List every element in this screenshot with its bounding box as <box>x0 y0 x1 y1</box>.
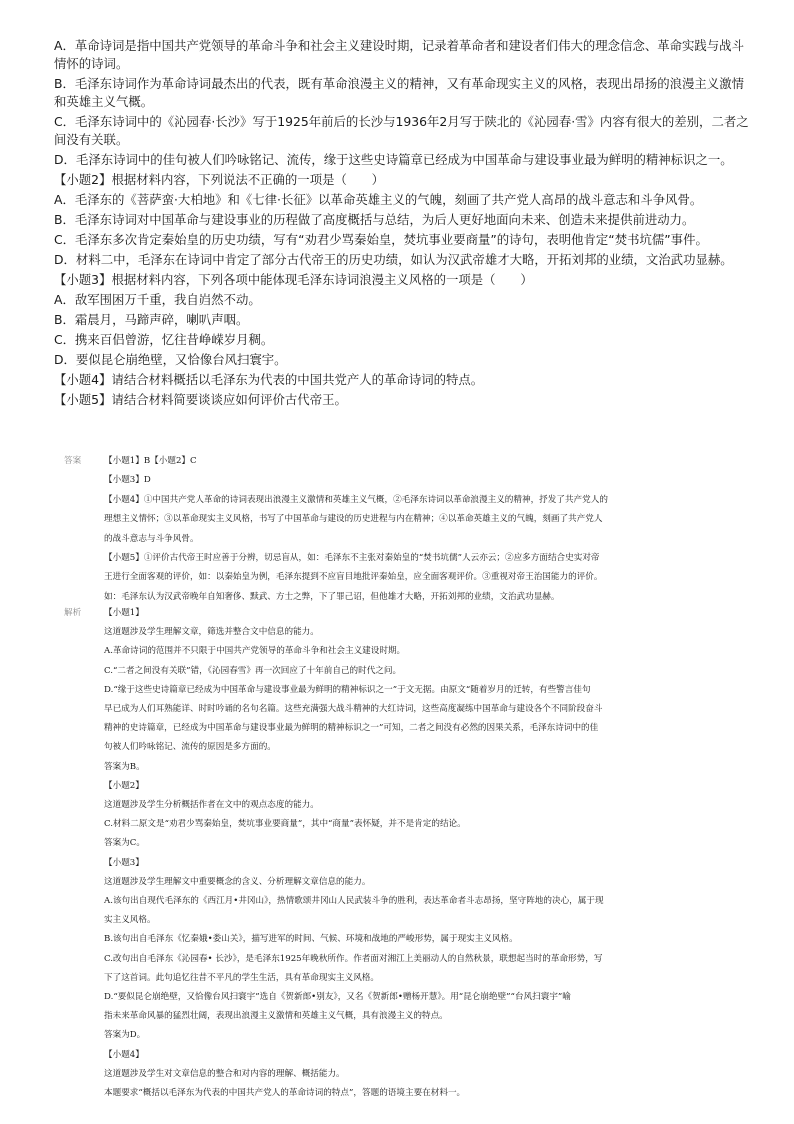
option-3b: B．霜晨月，马蹄声碎，喇叭声咽。 <box>54 312 249 327</box>
analysis-line: 早已成为人们耳熟能详、时时吟诵的名句名篇。这些充满强大战斗精神的大红诗词，这些高度凝练中国革命与建设各个不同阶段奋斗 <box>104 704 603 715</box>
analysis-line: C.改句出自毛泽东《沁园春• 长沙》，是毛泽东1925年晚秋所作。作者面对湘江上美丽动人的自然秋景，联想起当时的革命形势，写 <box>104 953 603 964</box>
analysis-line: A.该句出自现代毛泽东的《西江月•井冈山》，热情歌颂井冈山人民武装斗争的胜利，表达革命者斗志昂扬，坚守阵地的决心，属于现 <box>104 896 604 907</box>
analysis-line: D.“要似昆仑崩绝壁，又恰像台风扫寰宇”选自《贺新郎•别友》，又名《贺新郎•赠杨开慧》。用“昆仑崩绝壁”“台风扫寰宇”喻 <box>104 992 571 1003</box>
analysis-line: 答案为D。 <box>104 1030 146 1041</box>
question-4: 【小题4】请结合材料概括以毛泽东为代表的中国共党产人的革命诗词的特点。 <box>54 372 484 387</box>
analysis-line: 答案为B。 <box>104 761 145 772</box>
option-2d: D．材料二中，毛泽东在诗词中肯定了部分古代帝王的历史功绩，如认为汉武帝雄才大略，开拓刘邦的业绩，文治武功显赫。 <box>54 252 733 267</box>
option-2a: A．毛泽东的《菩萨蛮·大柏地》和《七律·长征》以革命英雄主义的气魄，刻画了共产党人高昂的战斗意志和斗争风骨。 <box>54 192 703 207</box>
question-2: 【小题2】根据材料内容，下列说法不正确的一项是（ ） <box>54 172 385 187</box>
analysis-line: 答案为C。 <box>104 838 145 849</box>
question-5: 【小题5】请结合材料简要谈谈应如何评价古代帝王。 <box>54 392 347 407</box>
answer-line: 理想主义情怀；③以革命现实主义风格，书写了中国革命与建设的历史进程与内在精神；④以革命英雄主义的气魄，刻画了共产党人 <box>104 514 603 525</box>
option-3c: C．携来百侣曾游，忆往昔峥嵘岁月稠。 <box>54 332 274 347</box>
analysis-line: 【小题1】 <box>104 608 144 618</box>
option-1d: D．毛泽东诗词中的佳句被人们吟咏铭记、流传，缘于这些史诗篇章已经成为中国革命与建设事业最为鲜明的精神标识之一。 <box>54 152 733 167</box>
analysis-body <box>104 604 744 1103</box>
analysis-line: 这道题涉及学生对文章信息的整合和对内容的理解、概括能力。 <box>104 1068 345 1079</box>
analysis-line: 【小题2】 <box>104 780 144 791</box>
analysis-line: 指未来革命风暴的猛烈壮阔，表现出浪漫主义激情和英雄主义气概，具有浪漫主义的特点。 <box>104 1011 448 1022</box>
analysis-line: B.该句出自毛泽东《忆秦娥•娄山关》，描写进军的时间、气候、环境和战地的严峻形势，属于现实主义风格。 <box>104 934 518 945</box>
question-3: 【小题3】根据材料内容，下列各项中能体现毛泽东诗词浪漫主义风格的一项是（ ） <box>54 272 533 287</box>
answer-line: 如：毛泽东认为汉武帝晚年自知奢侈、黩武、方士之弊，下了罪己诏，但他雄才大略，开拓刘邦的业绩，文治武功显赫。 <box>104 591 560 602</box>
option-3a: A．敌军围困万千重，我自岿然不动。 <box>54 292 261 307</box>
answer-label: 答案 <box>64 456 82 466</box>
answer-line: 【小题4】①中国共产党人革命的诗词表现出浪漫主义激情和英雄主义气概，②毛泽东诗词以革命浪漫主义的精神，抒发了共产党人的 <box>104 494 608 505</box>
answer-body <box>104 452 774 607</box>
analysis-line: A.革命诗词的范围并不只限于中国共产党领导的革命斗争和社会主义建设时期。 <box>104 646 406 657</box>
question-block <box>54 37 754 411</box>
analysis-line: 这道题涉及学生理解文章，筛选并整合文中信息的能力。 <box>104 627 319 638</box>
option-1a: A．革命诗词是指中国共产党领导的革命斗争和社会主义建设时期，记录着革命者和建设者们伟大的理念信念、革命实践与战斗情怀的诗词。 <box>54 38 744 71</box>
option-3d: D．要似昆仑崩绝壁，又恰像台风扫寰宇。 <box>54 352 287 367</box>
analysis-line: 实主义风格。 <box>104 915 156 926</box>
analysis-line: C.材料二原文是“劝君少骂秦始皇，焚坑事业要商量”，其中“商量”表怀疑，并不是肯定的结论。 <box>104 819 466 830</box>
analysis-line: 本题要求“概括以毛泽东为代表的中国共产党人的革命诗词的特点”，答题的语境主要在材料一。 <box>104 1088 466 1099</box>
analysis-line: 【小题4】 <box>104 1049 144 1060</box>
analysis-line: D.“缘于这些史诗篇章已经成为中国革命与建设事业最为鲜明的精神标识之一”于文无据。由原文“随着岁月的迁转，有些警言佳句 <box>104 684 591 695</box>
option-2b: B．毛泽东诗词对中国革命与建设事业的历程做了高度概括与总结，为后人更好地面向未来、创造未来提供前进动力。 <box>54 212 695 227</box>
analysis-line: 精神的史诗篇章，已经成为中国革命与建设事业最为鲜明的精神标识之一”可知，二者之间没有必然的因果关系，毛泽东诗词中的佳 <box>104 723 599 734</box>
analysis-line: 【小题3】 <box>104 857 144 868</box>
option-2c: C．毛泽东多次肯定秦始皇的历史功绩，写有“劝君少骂秦始皇，焚坑事业要商量”的诗句，表明他肯定“焚书坑儒”事件。 <box>54 232 708 247</box>
analysis-label: 解析 <box>64 608 82 618</box>
analysis-line: 这道题涉及学生理解文中重要概念的含义、分析理解文章信息的能力。 <box>104 876 371 887</box>
analysis-line: 这道题涉及学生分析概括作者在文中的观点态度的能力。 <box>104 800 319 811</box>
analysis-line: 下了这首词。此句追忆往昔不平凡的学生生活，具有革命现实主义风格。 <box>104 972 380 983</box>
answer-line: 【小题3】D <box>104 475 151 486</box>
answer-line: 的战斗意志与斗争风骨。 <box>104 533 199 544</box>
answer-line: 王进行全面客观的评价，如：以秦始皇为例，毛泽东提到不应盲目地批评秦始皇，应全面客观评价。③重视对帝王治国能力的评价。 <box>104 572 603 583</box>
analysis-line: 句被人们吟咏铭记、流传的原因是多方面的。 <box>104 742 276 753</box>
option-1c: C．毛泽东诗词中的《沁园春·长沙》写于1925年前后的长沙与1936年2月写于陕北的《沁园春·雪》内容有很大的差别，二者之间没有关联。 <box>54 114 749 147</box>
analysis-line: C.“二者之间没有关联”错，《沁园春雪》再一次回应了十年前自己的时代之问。 <box>104 665 402 676</box>
answer-line: 【小题5】①评价古代帝王时应善于分辨，切忌盲从，如：毛泽东不主张对秦始皇的“焚书坑儒”人云亦云；②应多方面结合史实对帝 <box>104 553 600 564</box>
answer-line: 【小题1】B【小题2】C <box>104 456 197 466</box>
option-1b: B．毛泽东诗词作为革命诗词最杰出的代表，既有革命浪漫主义的精神，又有革命现实主义的风格，表现出昂扬的浪漫主义激情和英雄主义气概。 <box>54 76 744 109</box>
